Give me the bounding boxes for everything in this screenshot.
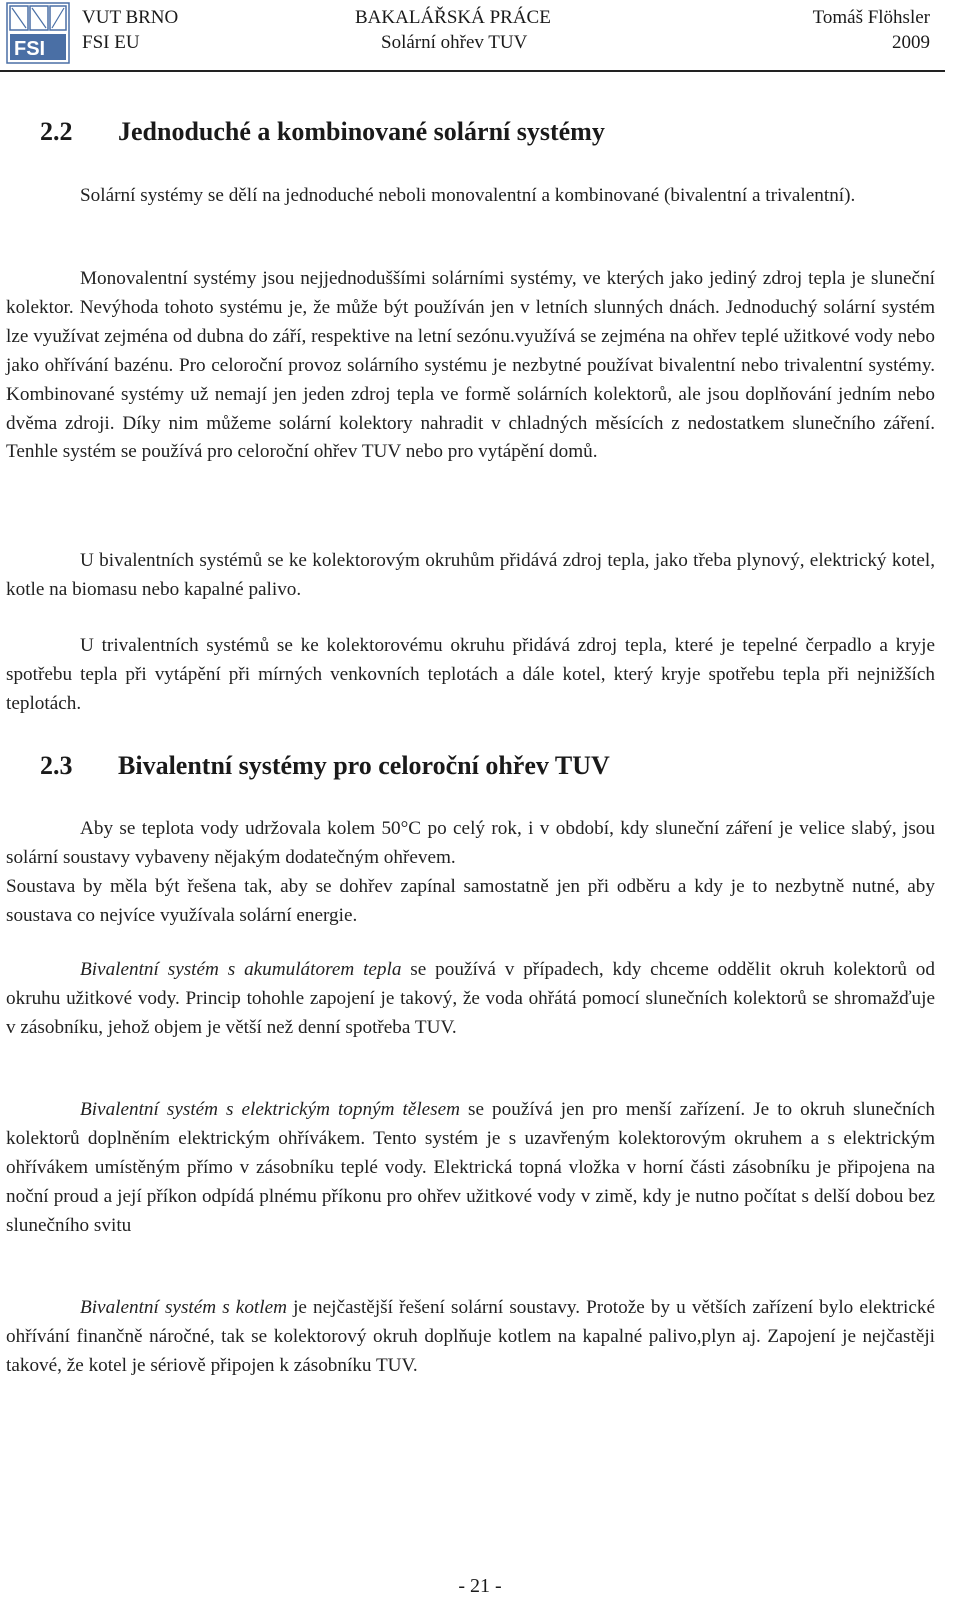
italic-term: Bivalentní systém s akumulátorem tepla [80,959,402,980]
italic-term: Bivalentní systém s kotlem [80,1297,287,1318]
svg-text:FSI: FSI [14,38,46,60]
paragraph: U trivalentních systémů se ke kolektorovému okruhu přidává zdroj tepla, které je tepelné čerpadlo a kryje spotřebu tepla při vytápění při mírných venkovních teplotách a dále kotel, který kryje spotřebu tepla při nejnižších teplotách. [6,635,935,714]
page-number: - 21 - [458,1575,502,1597]
section-heading-2-3 [40,750,610,782]
header-author: Tomáš Flöhsler [812,7,930,28]
header-institute: FSI EU [82,32,140,53]
section-number: 2.2 [40,117,73,146]
paragraph-text: je nejčastější řešení solární soustavy. Protože by u větších zařízení bylo elektrické ohřívání finančně náročné, tak se kolektorový okruh doplňuje kotlem na kapalné palivo,plyn aj. Zapojení je nejčastěji takové, že kotel je sériově připojen k zásobníku TUV. [6,1297,935,1376]
paragraph [6,1096,935,1241]
section-title: Bivalentní systémy pro celoroční ohřev TUV [118,751,610,780]
section-title: Jednoduché a kombinované solární systémy [118,117,605,146]
paragraph [6,956,935,1043]
paragraph: Soustava by měla být řešena tak, aby se dohřev zapínal samostatně jen při odběru a kdy je to nezbytně nutné, aby soustava co nejvíce využívala solární energie. [6,876,935,926]
italic-term: Bivalentní systém s elektrickým topným tělesem [80,1099,461,1120]
paragraph: U bivalentních systémů se ke kolektorovým okruhům přidává zdroj tepla, jako třeba plynový, elektrický kotel, kotle na biomasu nebo kapalné palivo. [6,550,935,600]
paragraph: Aby se teplota vody udržovala kolem 50°C po celý rok, i v období, kdy sluneční záření je velice slabý, jsou solární soustavy vybaveny nějakým dodatečným ohřevem. [6,818,935,868]
header-divider [0,70,945,72]
paragraph: Solární systémy se dělí na jednoduché neboli monovalentní a kombinované (bivalentní a trivalentní). [80,185,856,206]
header-thesis-type: BAKALÁŘSKÁ PRÁCE [355,7,551,28]
paragraph: Monovalentní systémy jsou nejjednoduššími solárními systémy, ve kterých jako jediný zdroj tepla je sluneční kolektor. Nevýhoda tohoto systému je, že může být používán jen v letních slunných dnách. Jednoduchý solární systém lze využívat zejména od dubna do září, respektive na letní sezónu.využívá se zejména na ohřev teplé užitkové vody nebo jako ohřívání bazénu. Pro celoroční provoz solárního systému je nezbytné používat bivalentní nebo trivalentní systémy. Kombinované systémy už nemají jen jeden zdroj tepla ve formě solárních kolektorů, ale jsou doplňování jedním nebo dvěma zdroji. Díky nim můžeme solární kolektory nahradit v chladných měsících z nedostatkem slunečního záření. Tenhle systém se používá pro celoroční ohřev TUV nebo pro vytápění domů. [6,268,935,463]
header-thesis-title: Solární ohřev TUV [381,32,528,53]
fsi-logo-icon [6,2,70,64]
section-number: 2.3 [40,751,73,780]
header-school: VUT BRNO [82,7,179,28]
header-year: 2009 [892,32,930,53]
paragraph-text: se používá jen pro menší zařízení. Je to okruh slunečních kolektorů doplněním elektrickým ohřívákem. Tento systém je s uzavřeným kolektorovým okruhem a s elektrickým ohřívákem umístěným přímo v zásobníku teplé vody. Elektrická topná vložka v horní části zásobníku je připojena na noční proud a její příkon odpídá plnému příkonu pro ohřev užitkové vody v zimě, kdy je nutno počítat s delší dobou bez slunečního svitu [6,1099,935,1236]
paragraph-text: se používá v případech, kdy chceme oddělit okruh kolektorů od okruhu užitkové vody. Princip tohohle zapojení je takový, že voda ohřátá pomocí slunečních kolektorů se shromažďuje v zásobníku, jehož objem je větší než denní spotřeba TUV. [6,959,935,1038]
page-header [0,0,960,70]
section-heading-2-2 [40,116,605,148]
paragraph [6,1294,935,1381]
